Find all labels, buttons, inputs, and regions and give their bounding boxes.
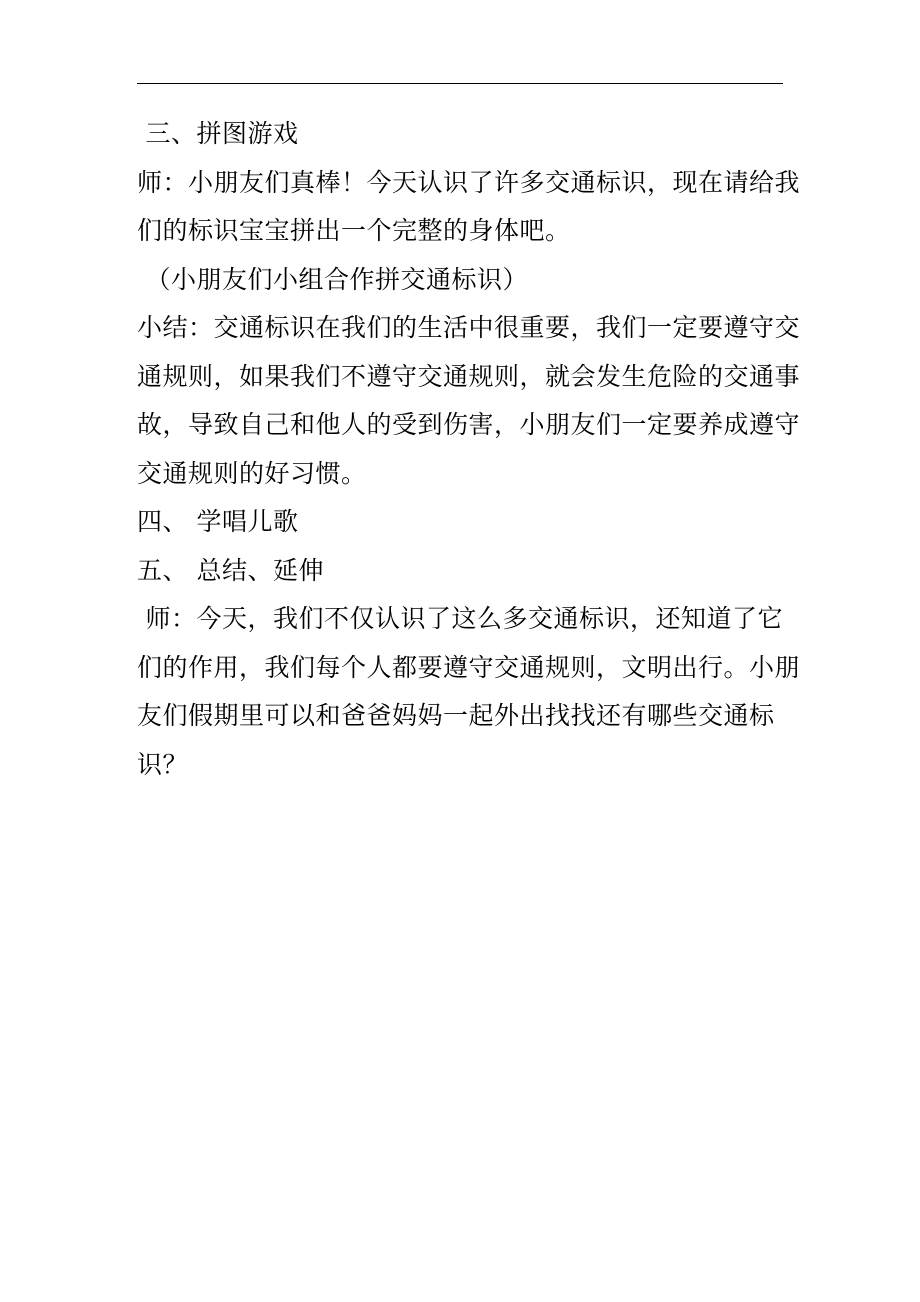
paragraph-line: 故，导致自己和他人的受到伤害，小朋友们一定要养成遵守	[137, 410, 801, 439]
paragraph-line: 师：今天，我们不仅认识了这么多交通标识，还知道了它	[137, 604, 783, 633]
paragraph-line: 们的标识宝宝拼出一个完整的身体吧。	[137, 216, 571, 245]
paragraph-line: 师：小朋友们真棒！今天认识了许多交通标识，现在请给我	[137, 167, 801, 197]
paragraph-line: 小结：交通标识在我们的生活中很重要，我们一定要遵守交	[137, 313, 801, 342]
paragraph-line: 友们假期里可以和爸爸妈妈一起外出找找还有哪些交通标	[137, 701, 775, 730]
document-body	[137, 110, 801, 789]
section-heading-puzzle-game: 三、拼图游戏	[137, 119, 299, 148]
paragraph-line: 交通规则的好习惯。	[137, 458, 367, 488]
section-heading-summary: 五、 总结、延伸	[137, 555, 324, 585]
header-rule	[137, 83, 783, 84]
paragraph-line: （小朋友们小组合作拼交通标识）	[137, 264, 528, 294]
paragraph-line: 通规则，如果我们不遵守交通规则，就会发生危险的交通事	[137, 361, 801, 391]
paragraph-line: 识？	[137, 749, 189, 779]
section-heading-learn-song: 四、 学唱儿歌	[137, 507, 299, 536]
paragraph-line: 们的作用，我们每个人都要遵守交通规则，文明出行。小朋	[137, 652, 801, 682]
